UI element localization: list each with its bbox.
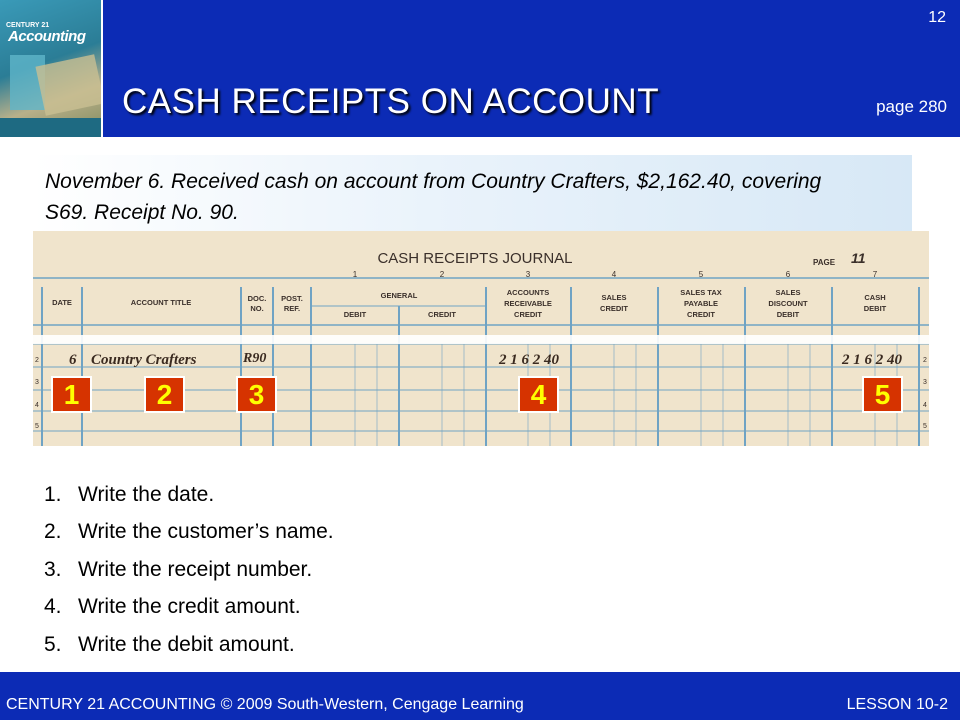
header-general-credit: CREDIT [428,310,456,319]
row-number: 4 [35,402,39,409]
entry-ar-credit: 2 1 6 2 40 [499,352,559,368]
row-number: 5 [35,423,39,430]
header-cash-debit: CASH [864,293,886,302]
column-number: 7 [872,270,878,279]
step-callout-2: 2 [144,376,185,413]
book-cover-image [0,0,103,137]
header-date: DATE [52,298,72,307]
column-number: 6 [785,270,791,279]
header-account-title: ACCOUNT TITLE [130,298,192,307]
step-number: 3. [44,557,62,581]
footer-lesson: LESSON 10-2 [846,696,948,713]
header-general: GENERAL [380,291,418,300]
step-number: 1. [44,482,62,506]
row-number: 5 [923,423,927,430]
journal-page-number: 11 [851,250,866,266]
column-number: 2 [439,270,445,279]
cover-title: Accounting [8,28,86,45]
step-text: Write the customer’s name. [78,520,334,544]
footer-band [0,672,960,720]
step-text: Write the debit amount. [78,632,295,656]
row-number: 3 [35,379,39,386]
header-sales-credit: CREDIT [600,304,628,313]
column-number: 4 [611,270,617,279]
column-number: 5 [698,270,704,279]
column-number: 1 [352,270,358,279]
step-number: 4. [44,595,62,619]
header-sales-tax-credit: PAYABLE [684,299,718,308]
slide-number: 12 [928,9,946,26]
entry-doc-no: R90 [243,351,267,366]
entry-date: 6 [69,352,77,368]
header-ar-credit: CREDIT [514,310,542,319]
step-text: Write the receipt number. [78,557,313,581]
cover-band [0,118,103,137]
row-number: 3 [923,379,927,386]
page-reference: page 280 [876,97,947,116]
journal-page-label: PAGE [813,258,836,267]
step-item [44,551,744,589]
step-number: 2. [44,520,62,544]
step-item [44,589,744,627]
row-highlight [33,335,929,344]
header-doc-no: NO. [250,304,264,313]
step-callout-4: 4 [518,376,559,413]
header-sales-tax-credit: SALES TAX [680,288,722,297]
header-doc-no: DOC. [247,294,267,303]
step-callout-5: 5 [862,376,903,413]
step-number: 5. [44,632,62,656]
header-post-ref: POST. [281,294,303,303]
cover-decoration [35,54,103,115]
header-sales-credit: SALES [601,293,627,302]
cash-receipts-journal [33,231,929,446]
footer-copyright: CENTURY 21 ACCOUNTING © 2009 South-Western, Cengage Learning [6,696,524,713]
header-band [0,0,960,137]
header-sales-tax-credit: CREDIT [687,310,715,319]
intro-text: November 6. Received cash on account from Country Crafters, $2,162.40, covering S69. Receipt No. 90. [45,170,822,224]
slide-title: CASH RECEIPTS ON ACCOUNT [122,82,660,121]
header-post-ref: REF. [283,304,301,313]
step-text: Write the credit amount. [78,595,301,619]
journal-title: CASH RECEIPTS JOURNAL [377,250,573,267]
entry-cash-debit: 2 1 6 2 40 [842,352,902,368]
header-general-debit: DEBIT [343,310,367,319]
header-sales-discount-debit: SALES [775,288,801,297]
row-number: 4 [923,402,927,409]
row-number: 2 [923,357,927,364]
step-item [44,476,744,514]
step-item [44,514,744,552]
cover-small-text: CENTURY 21 [6,22,50,29]
step-text: Write the date. [78,482,215,506]
step-callout-3: 3 [236,376,277,413]
journal-drawing [33,231,929,446]
row-number: 2 [35,357,39,364]
header-ar-credit: RECEIVABLE [504,299,552,308]
step-callout-1: 1 [51,376,92,413]
step-item [44,626,744,664]
entry-account-title: Country Crafters [91,352,197,368]
header-ar-credit: ACCOUNTS [506,288,550,297]
header-sales-discount-debit: DISCOUNT [768,299,808,308]
header-sales-discount-debit: DEBIT [776,310,800,319]
header-cash-debit: DEBIT [863,304,887,313]
column-number: 3 [525,270,531,279]
steps-list [44,476,744,664]
